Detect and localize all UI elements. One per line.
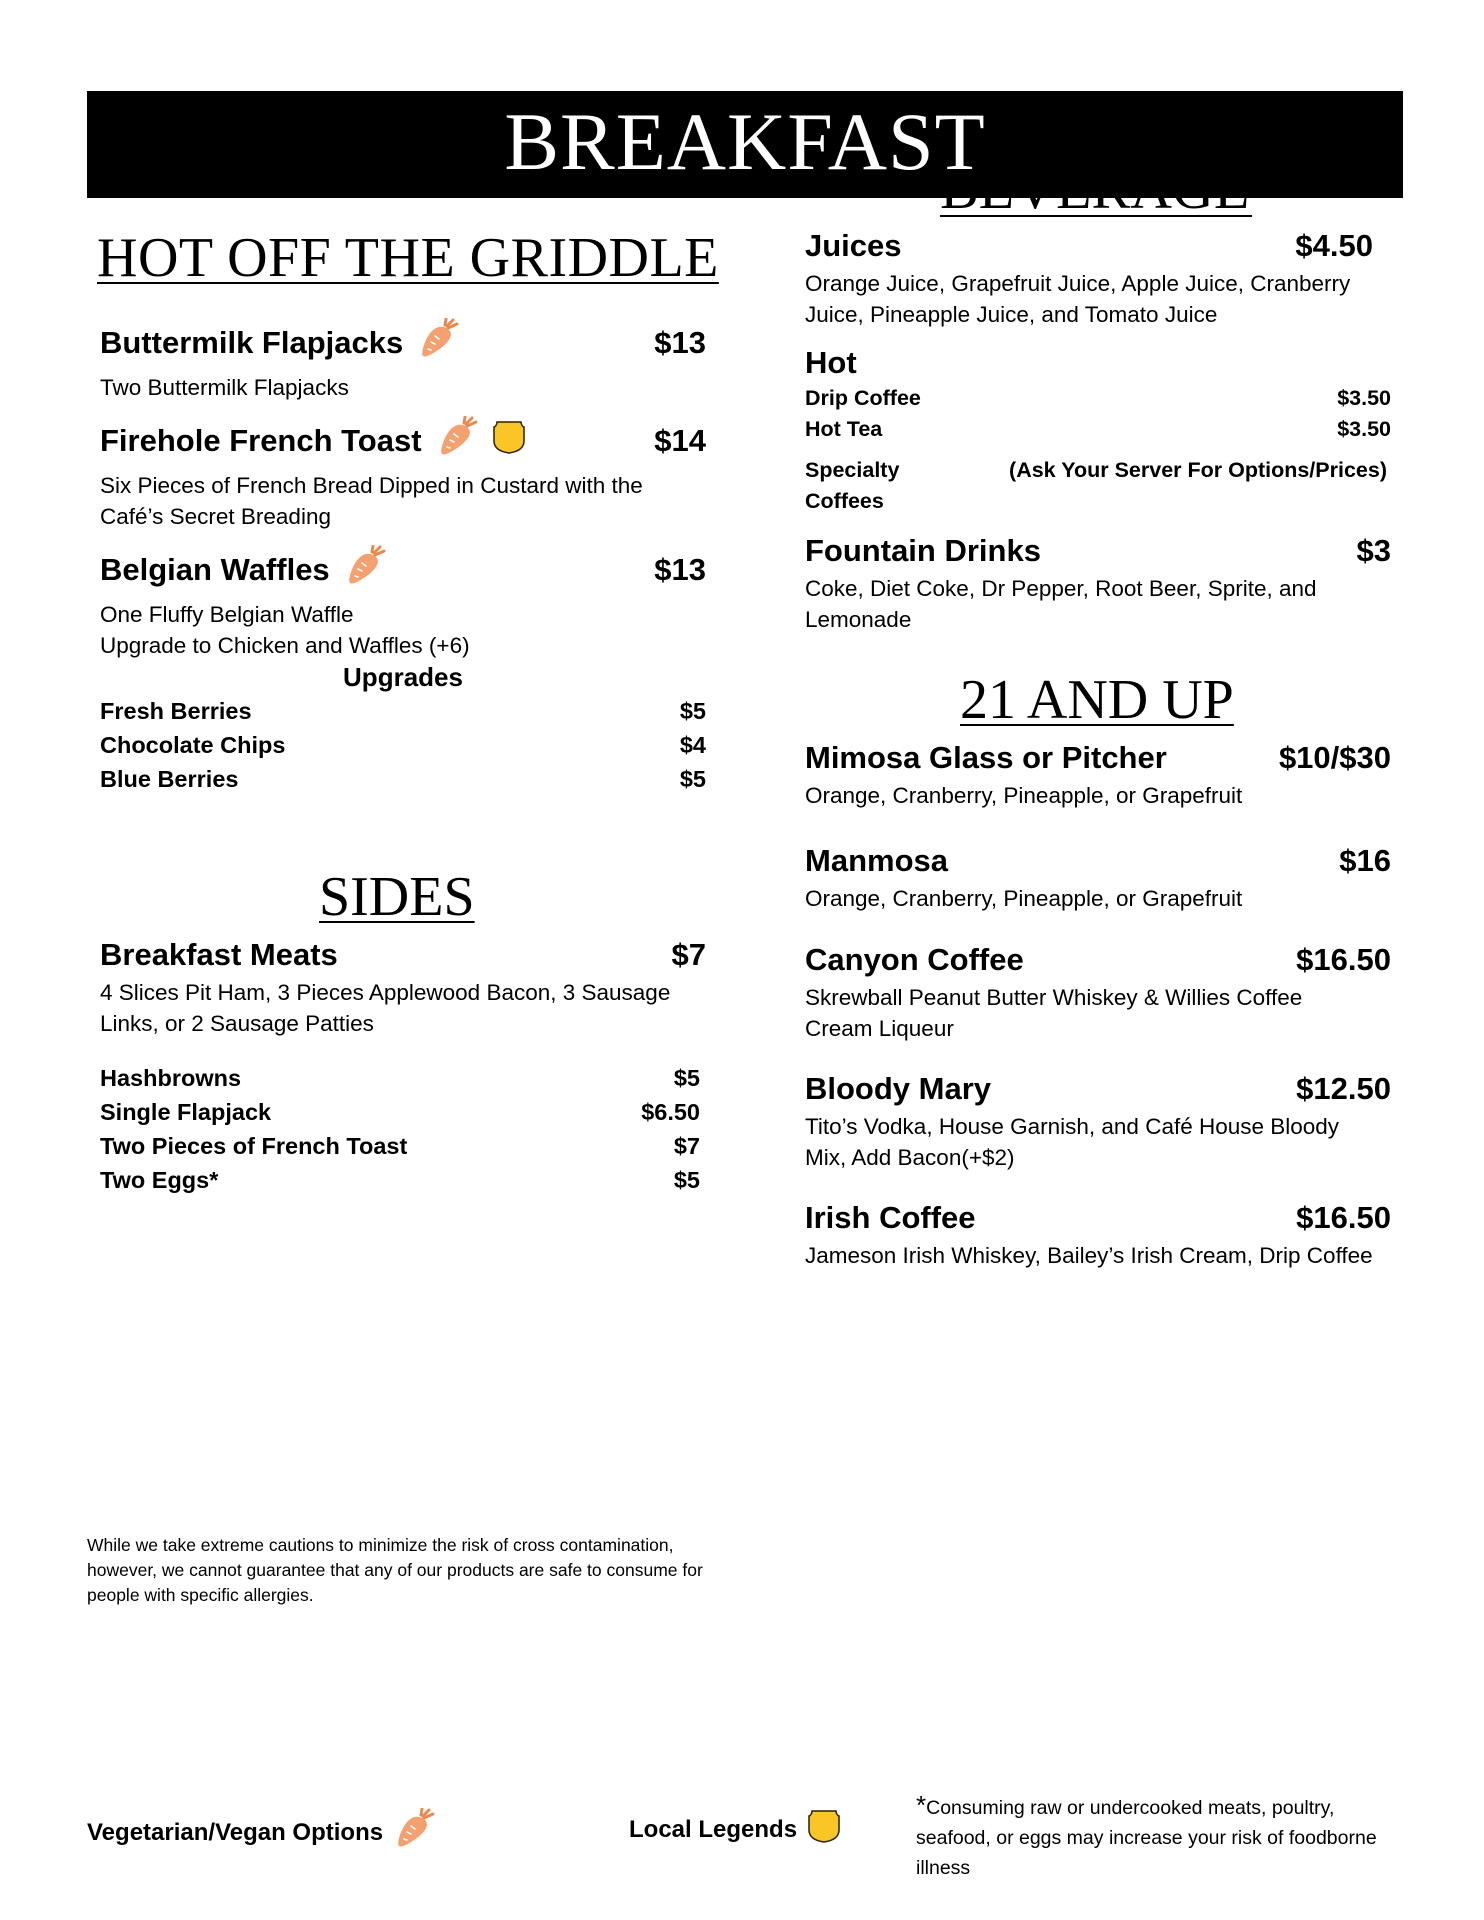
hot-heading: Hot: [805, 345, 857, 380]
hot-price: $3.50: [1337, 417, 1391, 441]
item-description: Jameson Irish Whiskey, Bailey’s Irish Cream, Drip Coffee: [805, 1243, 1373, 1268]
item-name: Juices: [805, 228, 902, 263]
item-description: Two Buttermilk Flapjacks: [100, 375, 349, 400]
side-price: $5: [673, 1167, 700, 1193]
specialty-name-line: Specialty: [805, 458, 900, 482]
upgrade-row: [100, 694, 706, 728]
item-name: Breakfast Meats: [100, 937, 338, 972]
item-price: $16: [1339, 843, 1391, 878]
item-name: Belgian Waffles: [100, 552, 330, 587]
hot-name: Drip Coffee: [805, 386, 921, 410]
side-price: $7: [673, 1133, 700, 1159]
specialty-row: [805, 455, 1391, 517]
item-description: Orange, Cranberry, Pineapple, or Grapefruit: [805, 783, 1243, 808]
upgrade-name: Fresh Berries: [100, 698, 252, 724]
item-price: $4.50: [1295, 228, 1373, 263]
item-description: One Fluffy Belgian Waffle: [100, 602, 354, 627]
item-name: Irish Coffee: [805, 1200, 976, 1235]
legend-vegetarian-label: Vegetarian/Vegan Options: [87, 1818, 384, 1846]
side-row: [100, 1061, 700, 1095]
item-name: Buttermilk Flapjacks: [100, 325, 404, 360]
item-description: Tito’s Vodka, House Garnish, and Café House Bloody Mix, Add Bacon(+$2): [805, 1114, 1340, 1170]
side-row: [100, 1129, 700, 1163]
side-name: Two Eggs*: [100, 1167, 219, 1193]
sides-list: [100, 1061, 700, 1197]
legend-vegetarian: [87, 1808, 435, 1857]
item-description: Coke, Diet Coke, Dr Pepper, Root Beer, Sprite, and Lemonade: [805, 576, 1317, 632]
carrot-icon: [344, 545, 386, 595]
hot-name: Hot Tea: [805, 417, 883, 441]
item-price: $16.50: [1296, 942, 1391, 977]
hot-price: $3.50: [1337, 386, 1391, 410]
upgrade-name: Blue Berries: [100, 766, 239, 792]
badge-icon: [807, 1808, 841, 1851]
item-description: Skrewball Peanut Butter Whiskey & Willies Coffee Cream Liqueur: [805, 985, 1303, 1041]
item-name-wrap: [100, 545, 386, 595]
item-price: $16.50: [1296, 1200, 1391, 1235]
item-name: Canyon Coffee: [805, 942, 1024, 977]
item-description: Orange, Cranberry, Pineapple, or Grapefruit: [805, 886, 1243, 911]
adult-heading: 21 AND UP: [960, 669, 1234, 731]
item-description: Six Pieces of French Bread Dipped in Custard with the Café’s Secret Breading: [100, 473, 643, 529]
menu-item-juices: [805, 228, 1373, 330]
warning-text: Consuming raw or undercooked meats, poultry, seafood, or eggs may increase your risk of foodborne illness: [916, 1797, 1377, 1879]
sides-heading: SIDES: [319, 866, 475, 928]
item-name: Mimosa Glass or Pitcher: [805, 740, 1167, 775]
upgrade-price: $4: [679, 732, 706, 758]
allergy-disclaimer: While we take extreme cautions to minimize the risk of cross contamination, however, we cannot guarantee that any of our products are safe to consume for people with specific allergies.: [87, 1535, 703, 1605]
item-name-wrap: [100, 318, 459, 368]
side-name: Hashbrowns: [100, 1065, 242, 1091]
item-upgrade-note: Upgrade to Chicken and Waffles (+6): [100, 633, 470, 658]
item-name-wrap: [100, 416, 526, 466]
header-banner: [87, 91, 1403, 198]
side-name: Single Flapjack: [100, 1099, 272, 1125]
upgrade-price: $5: [679, 766, 706, 792]
item-name: Bloody Mary: [805, 1071, 992, 1106]
upgrades-heading: Upgrades: [343, 662, 463, 692]
side-row: [100, 1095, 700, 1129]
upgrade-name: Chocolate Chips: [100, 732, 286, 758]
upgrades-list: [100, 660, 706, 796]
menu-item-breakfast-meats: [100, 937, 706, 1039]
item-name: Firehole French Toast: [100, 423, 422, 458]
upgrade-row: [100, 762, 706, 796]
warning-asterisk: *: [916, 1790, 927, 1820]
raw-food-warning: [916, 1790, 1386, 1883]
menu-item-manmosa: [805, 843, 1391, 914]
menu-item-mimosa: [805, 740, 1391, 811]
legend-local-label: Local Legends: [629, 1815, 798, 1843]
griddle-heading: HOT OFF THE GRIDDLE: [97, 227, 719, 289]
item-name: Manmosa: [805, 843, 948, 878]
menu-item-irish-coffee: [805, 1200, 1391, 1271]
hot-beverages: [805, 345, 1391, 517]
carrot-icon: [436, 416, 478, 466]
item-price: $3: [1356, 533, 1391, 568]
carrot-icon: [393, 1808, 435, 1857]
menu-item-fountain-drinks: [805, 533, 1391, 635]
upgrade-price: $5: [679, 698, 706, 724]
carrot-icon: [417, 318, 459, 368]
menu-item-canyon-coffee: [805, 942, 1391, 1044]
side-row: [100, 1163, 700, 1197]
item-price: $14: [654, 423, 706, 458]
side-price: $6.50: [641, 1099, 700, 1125]
item-price: $13: [654, 325, 706, 360]
hot-row: [805, 414, 1391, 445]
badge-icon: [492, 419, 526, 463]
item-price: $12.50: [1296, 1071, 1391, 1106]
item-price: $10/$30: [1278, 740, 1391, 775]
specialty-name: [805, 455, 899, 517]
menu-item-firehole-french-toast: [100, 416, 706, 532]
page-title: BREAKFAST: [504, 96, 986, 187]
upgrade-row: [100, 728, 706, 762]
beverages-heading-underline: [940, 215, 1252, 217]
specialty-note: (Ask Your Server For Options/Prices): [1009, 458, 1387, 482]
legend-local: [629, 1808, 841, 1851]
menu-item-belgian-waffles: [100, 545, 706, 661]
side-name: Two Pieces of French Toast: [100, 1133, 408, 1159]
item-price: $7: [671, 937, 706, 972]
item-name: Fountain Drinks: [805, 533, 1041, 568]
menu-item-bloody-mary: [805, 1071, 1391, 1173]
specialty-name-line: Coffees: [805, 489, 884, 513]
item-price: $13: [654, 552, 706, 587]
hot-row: [805, 383, 1391, 414]
item-description: 4 Slices Pit Ham, 3 Pieces Applewood Bacon, 3 Sausage Links, or 2 Sausage Patties: [100, 980, 671, 1036]
side-price: $5: [673, 1065, 700, 1091]
menu-item-buttermilk-flapjacks: [100, 318, 706, 403]
item-description: Orange Juice, Grapefruit Juice, Apple Juice, Cranberry Juice, Pineapple Juice, and Tomato Juice: [805, 271, 1351, 327]
